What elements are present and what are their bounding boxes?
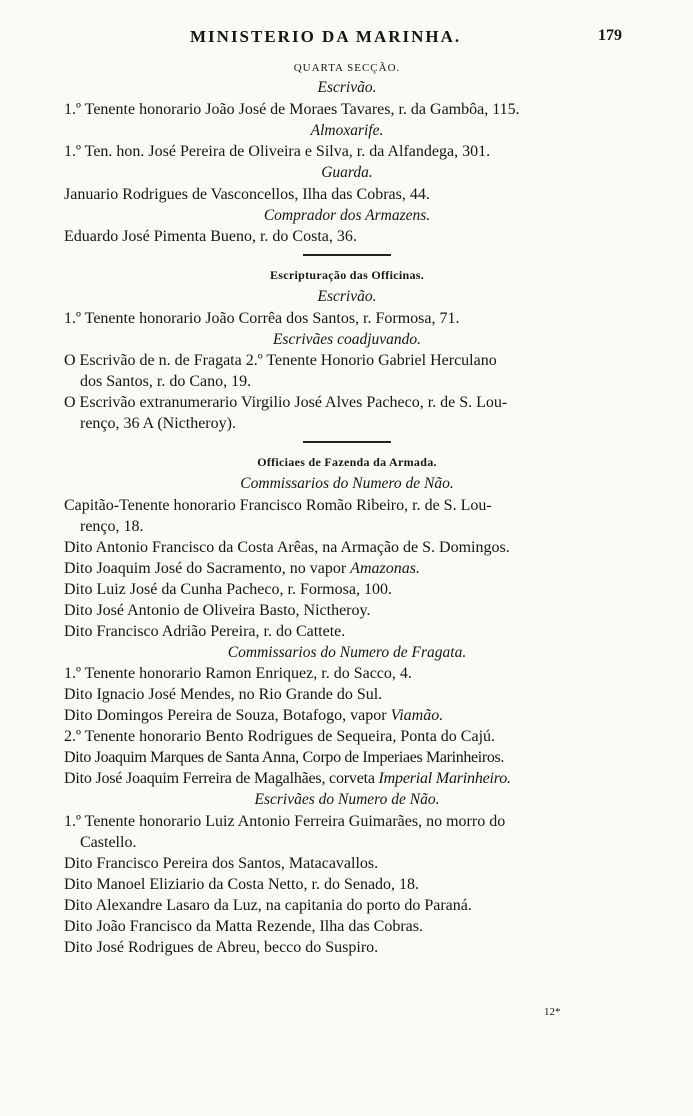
ship-name: Amazonas.	[350, 559, 420, 577]
entry-line: Eduardo José Pimenta Bueno, r. do Costa, 36.	[64, 228, 357, 245]
role-heading: Escrivães coadjuvando.	[272, 330, 422, 348]
entry-text: Dito José Joaquim Ferreira de Magalhães, corveta	[64, 770, 379, 787]
entry-line: Dito Francisco Adrião Pereira, r. do Cattete.	[64, 622, 346, 640]
role-heading: Escrivão.	[317, 288, 377, 305]
entry-continuation: dos Santos, r. do Cano, 19.	[80, 373, 252, 390]
running-header	[0, 27, 693, 51]
entry-line: Dito Manoel Eliziario da Costa Netto, r. do Senado, 18.	[64, 875, 420, 893]
entry-line	[64, 768, 630, 789]
ship-name: Viamão.	[390, 707, 444, 724]
page-title: MINISTERIO DA MARINHA.	[190, 27, 462, 46]
entry-line: Dito Joaquim Marques de Santa Anna, Corpo de Imperiaes Marinheiros.	[64, 749, 505, 766]
role-heading: Escrivão.	[317, 79, 377, 96]
entry-line: Dito João Francisco da Matta Rezende, Ilha das Cobras.	[64, 917, 424, 935]
entry-line	[64, 705, 630, 726]
role-heading: Commissarios do Numero de Fragata.	[227, 643, 467, 661]
text-column	[64, 59, 630, 958]
role-heading: Almoxarife.	[310, 121, 384, 139]
entry-text: Dito Domingos Pereira de Souza, Botafogo, vapor	[64, 707, 391, 724]
role-heading: Escrivães do Numero de Não.	[254, 791, 440, 808]
entry-line: O Escrivão extranumerario Virgilio José Alves Pacheco, r. de S. Lou-	[64, 394, 508, 411]
section-divider	[303, 254, 391, 256]
page-number: 179	[598, 27, 622, 44]
entry-line: Capitão-Tenente honorario Francisco Romão Ribeiro, r. de S. Lou-	[64, 496, 492, 514]
section-subheading: QUARTA SECÇÃO.	[293, 62, 401, 74]
entry-line: Dito Alexandre Lasaro da Luz, na capitania do porto do Paraná.	[64, 896, 472, 914]
ship-name: Imperial Marinheiro.	[378, 770, 511, 787]
entry-line: Dito Francisco Pereira dos Santos, Matacavallos.	[64, 854, 379, 872]
entry-line: 2.º Tenente honorario Bento Rodrigues de Sequeira, Ponta do Cajú.	[64, 728, 496, 745]
entry-line: 1.º Tenente honorario Ramon Enriquez, r. do Sacco, 4.	[64, 665, 412, 682]
entry-continuation: Castello.	[80, 833, 137, 851]
role-heading: Guarda.	[321, 164, 373, 181]
entry-line	[64, 558, 630, 579]
entry-line: 1.º Tenente honorario João José de Moraes Tavares, r. da Gambôa, 115.	[64, 100, 520, 118]
entry-line: O Escrivão de n. de Fragata 2.º Tenente Honorio Gabriel Herculano	[64, 352, 497, 369]
entry-line: Januario Rodrigues de Vasconcellos, Ilha das Cobras, 44.	[64, 185, 430, 203]
entry-continuation: renço, 18.	[80, 517, 144, 535]
section-divider	[303, 441, 391, 443]
entry-line: Dito José Rodrigues de Abreu, becco do Suspiro.	[64, 938, 379, 956]
entry-line: 1.º Tenente honorario Luiz Antonio Ferreira Guimarães, no morro do	[64, 812, 506, 830]
role-heading: Commissarios do Numero de Não.	[240, 475, 454, 492]
section-heading: Officiaes de Fazenda da Armada.	[257, 455, 437, 469]
entry-line: Dito Luiz José da Cunha Pacheco, r. Formosa, 100.	[64, 580, 392, 598]
entry-line: 1.º Tenente honorario João Corrêa dos Santos, r. Formosa, 71.	[64, 309, 460, 327]
section-heading: Escripturação das Officinas.	[269, 268, 425, 282]
entry-continuation: renço, 36 A (Nictheroy).	[80, 415, 236, 432]
entry-line: 1.º Ten. hon. José Pereira de Oliveira e Silva, r. da Alfandega, 301.	[64, 143, 491, 160]
entry-text: Dito Joaquim José do Sacramento, no vapor	[64, 559, 351, 577]
entry-line: Dito Antonio Francisco da Costa Arêas, na Armação de S. Domingos.	[64, 538, 510, 556]
entry-line: Dito José Antonio de Oliveira Basto, Nictheroy.	[64, 601, 371, 619]
role-heading: Comprador dos Armazens.	[263, 206, 431, 224]
entry-line: Dito Ignacio José Mendes, no Rio Grande do Sul.	[64, 686, 383, 703]
printer-signature-mark: 12*	[544, 1006, 561, 1018]
